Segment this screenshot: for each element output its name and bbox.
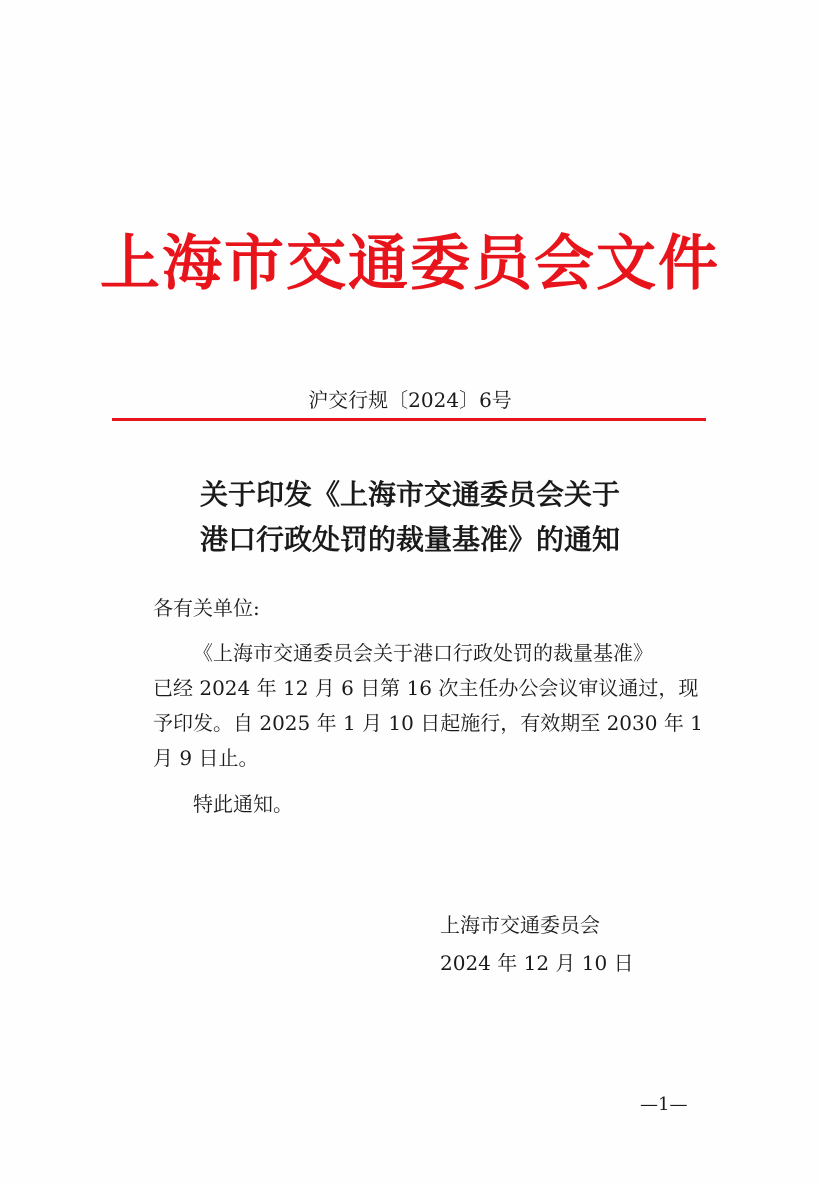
page-number: —1— [640,1094,688,1115]
body-line: 月 9 日止。 [153,746,259,770]
signature-date: 2024 年 12 月 10 日 [440,951,634,975]
notice-title-line-2: 港口行政处罚的裁量基准》的通知 [199,523,620,556]
document-number: 沪交行规〔2024〕6号 [308,388,512,412]
notice-title-line-1: 关于印发《上海市交通委员会关于 [199,478,620,511]
body-line: 《上海市交通委员会关于港口行政处罚的裁量基准》 [193,641,653,665]
body-paragraph [153,636,703,776]
signature-organization: 上海市交通委员会 [440,913,600,937]
closing-remark: 特此通知。 [193,792,293,816]
red-divider-line [112,418,706,421]
body-line: 已经 2024 年 12 月 6 日第 16 次主任办公会议审议通过，现 [153,676,699,700]
signature-block [440,906,634,982]
issuer-banner-title: 上海市交通委员会文件 [100,229,720,299]
body-line: 予印发。自 2025 年 1 月 10 日起施行，有效期至 2030 年 1 [153,711,703,735]
salutation: 各有关单位: [153,596,260,620]
notice-title [0,472,820,562]
